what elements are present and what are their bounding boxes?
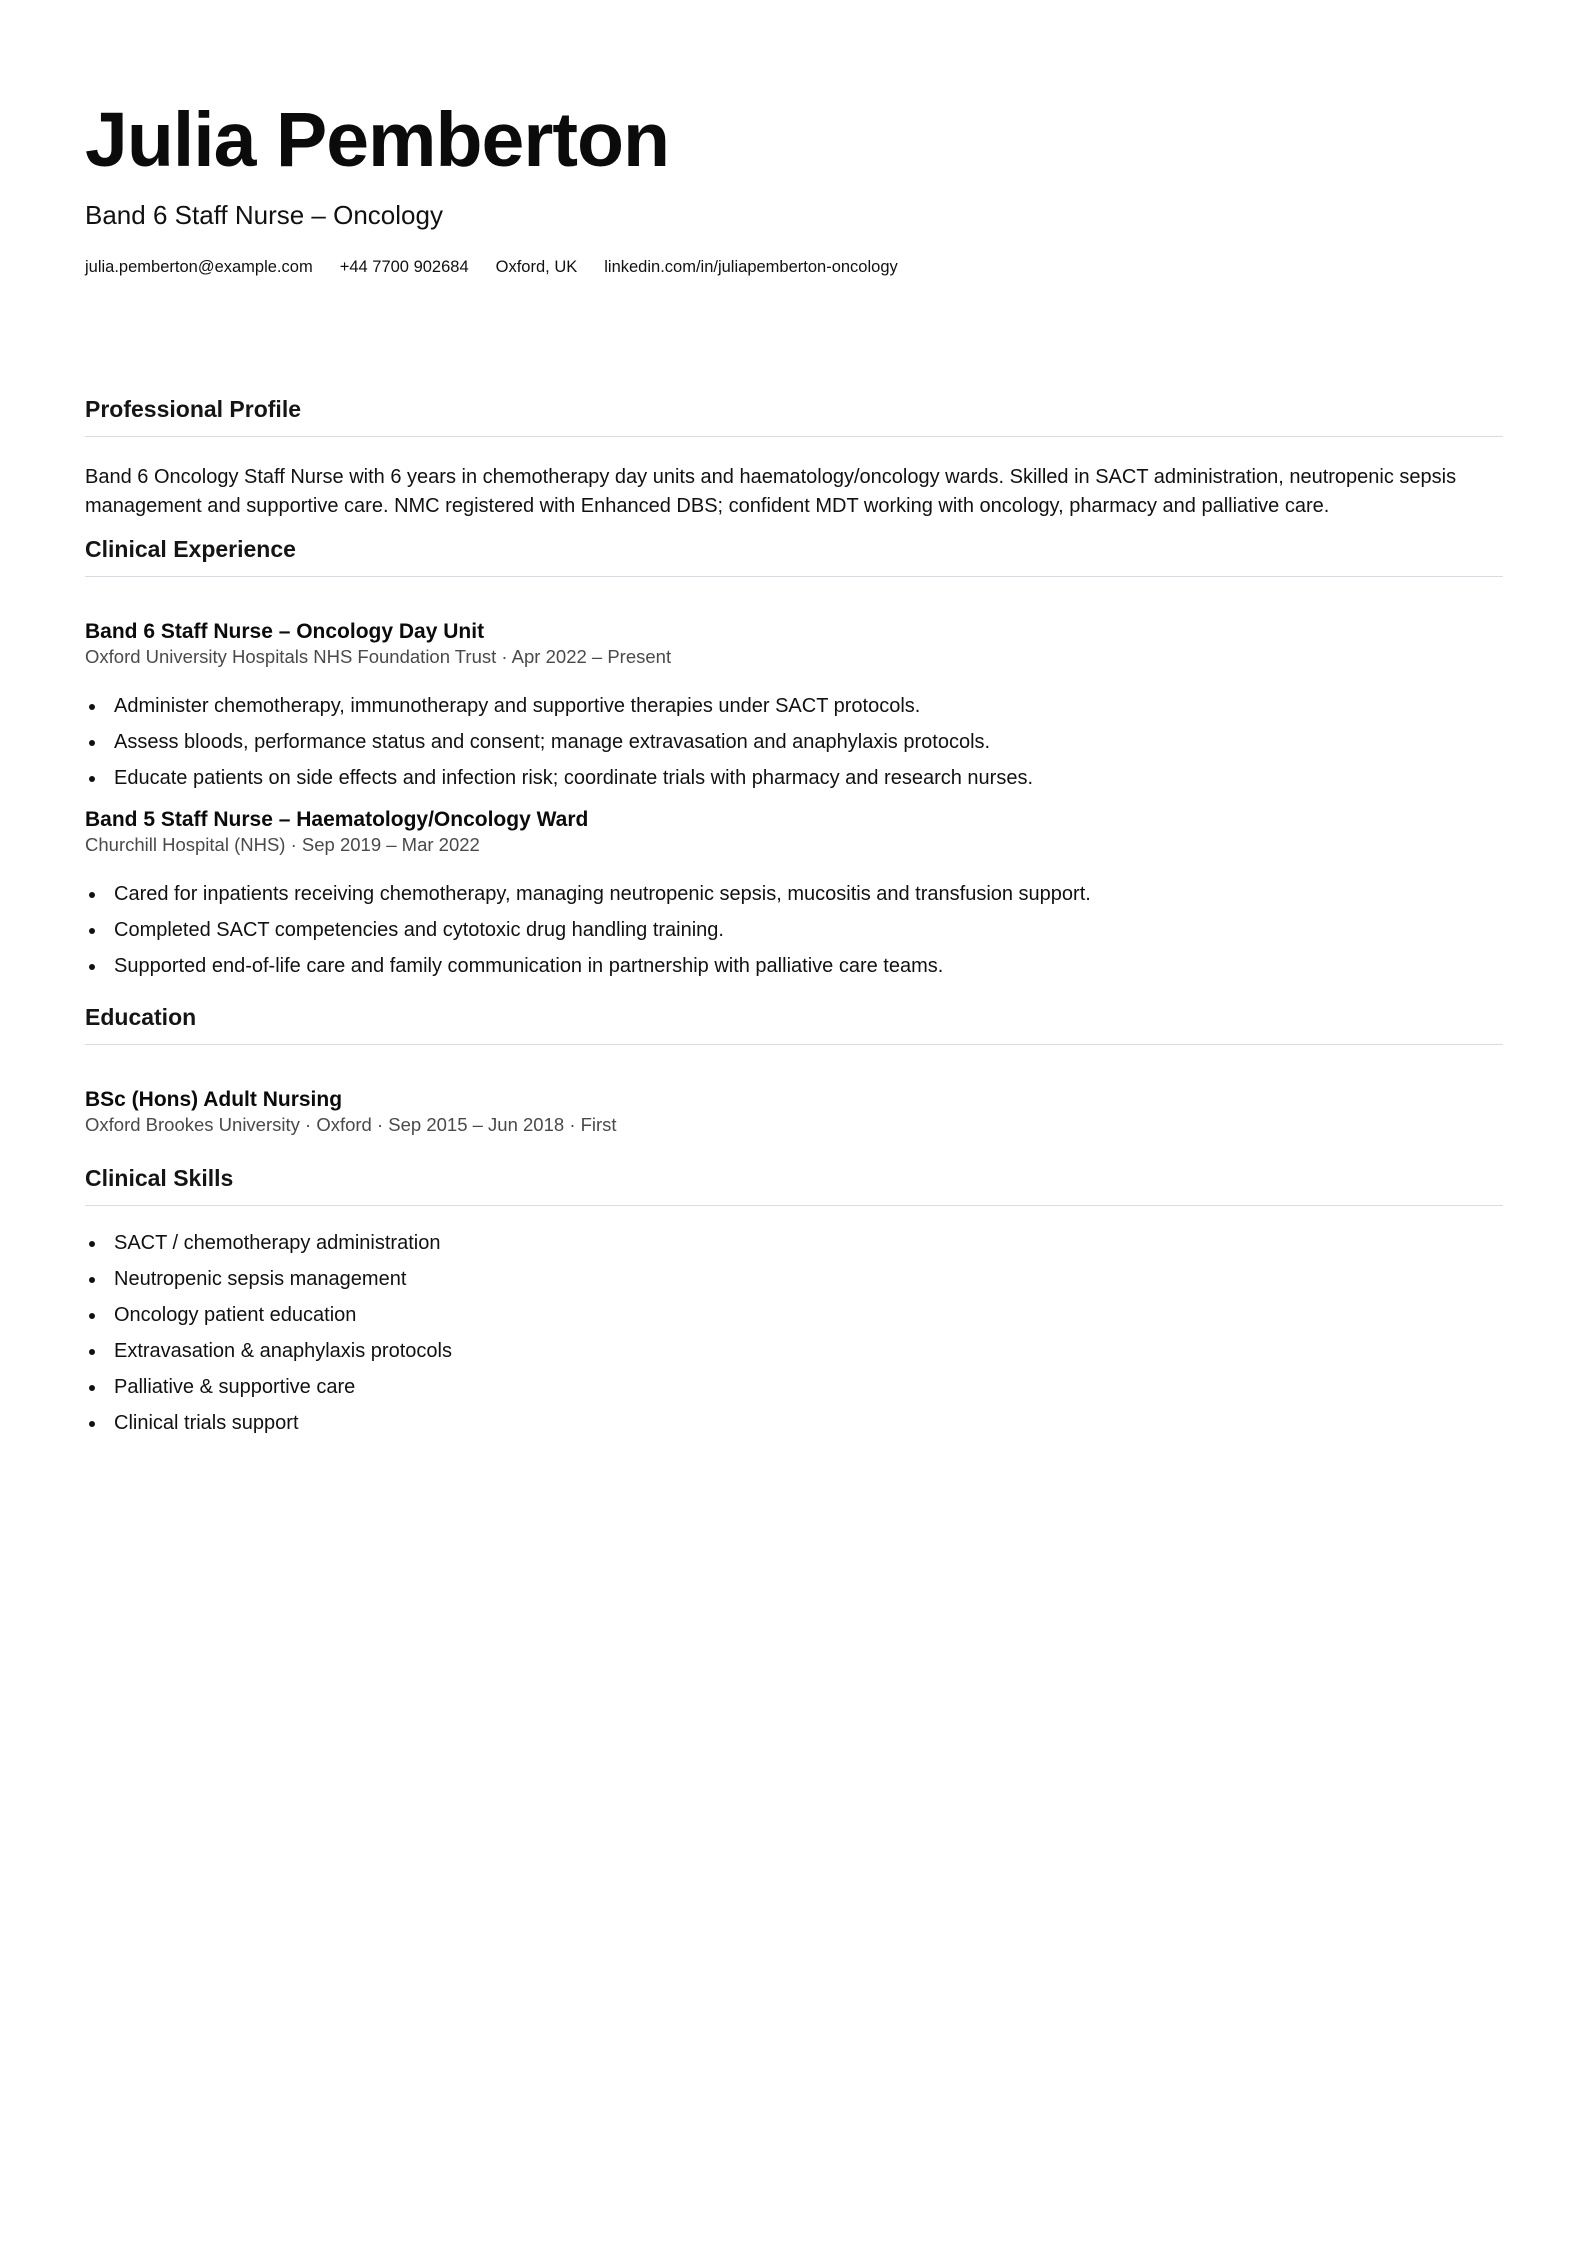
job-title: Band 6 Staff Nurse – Oncology Day Unit xyxy=(85,620,485,643)
experience-section xyxy=(85,535,1503,984)
candidate-role: Band 6 Staff Nurse – Oncology xyxy=(85,200,443,230)
skill-item: Neutropenic sepsis management xyxy=(85,1261,1503,1297)
job-entry xyxy=(85,619,1503,796)
degree-title: BSc (Hons) Adult Nursing xyxy=(85,1088,343,1111)
job-bullet: Cared for inpatients receiving chemotherapy, managing neutropenic sepsis, mucositis and transfusion support. xyxy=(85,876,1503,912)
contact-location: Oxford, UK xyxy=(495,258,578,276)
job-meta: Churchill Hospital (NHS) · Sep 2019 – Mar 2022 xyxy=(85,834,480,855)
degree-meta: Oxford Brookes University · Oxford · Sep 2015 – Jun 2018 · First xyxy=(85,1114,617,1135)
job-bullet: Assess bloods, performance status and consent; manage extravasation and anaphylaxis protocols. xyxy=(85,724,1503,760)
job-meta: Oxford University Hospitals NHS Foundation Trust · Apr 2022 – Present xyxy=(85,646,672,667)
job-bullet: Administer chemotherapy, immunotherapy and supportive therapies under SACT protocols. xyxy=(85,688,1503,724)
job-title: Band 5 Staff Nurse – Haematology/Oncology Ward xyxy=(85,808,589,831)
job-entry xyxy=(85,807,1503,984)
skill-item: Clinical trials support xyxy=(85,1405,1503,1441)
job-bullet: Educate patients on side effects and infection risk; coordinate trials with pharmacy and research nurses. xyxy=(85,760,1503,796)
skill-item: Extravasation & anaphylaxis protocols xyxy=(85,1333,1503,1369)
contact-email: julia.pemberton@example.com xyxy=(85,258,313,276)
skills-section xyxy=(85,1164,1503,1441)
contact-bar xyxy=(85,257,1503,277)
skills-list xyxy=(85,1225,1503,1441)
profile-summary: Band 6 Oncology Staff Nurse with 6 years in chemotherapy day units and haematology/oncology wards. Skilled in SACT administration, neutropenic sepsis management and supportive care. NMC registered with Enhanced DBS; confident MDT working with oncology, pharmacy and palliative care. xyxy=(85,466,1457,517)
job-bullet: Supported end-of-life care and family communication in partnership with palliative care teams. xyxy=(85,948,1503,984)
section-title-education: Education xyxy=(85,1003,1503,1045)
section-title-profile: Professional Profile xyxy=(85,395,1503,437)
job-bullets xyxy=(85,876,1503,984)
candidate-name: Julia Pemberton xyxy=(85,97,670,183)
skill-item: Palliative & supportive care xyxy=(85,1369,1503,1405)
job-bullet: Completed SACT competencies and cytotoxic drug handling training. xyxy=(85,912,1503,948)
profile-section xyxy=(85,395,1503,521)
job-bullets xyxy=(85,688,1503,796)
skill-item: Oncology patient education xyxy=(85,1297,1503,1333)
education-entry xyxy=(85,1087,1503,1137)
section-title-skills: Clinical Skills xyxy=(85,1164,1503,1206)
education-section xyxy=(85,1003,1503,1137)
skill-item: SACT / chemotherapy administration xyxy=(85,1225,1503,1261)
contact-linkedin: linkedin.com/in/juliapemberton-oncology xyxy=(604,258,898,276)
contact-phone: +44 7700 902684 xyxy=(339,258,469,276)
section-title-experience: Clinical Experience xyxy=(85,535,1503,577)
